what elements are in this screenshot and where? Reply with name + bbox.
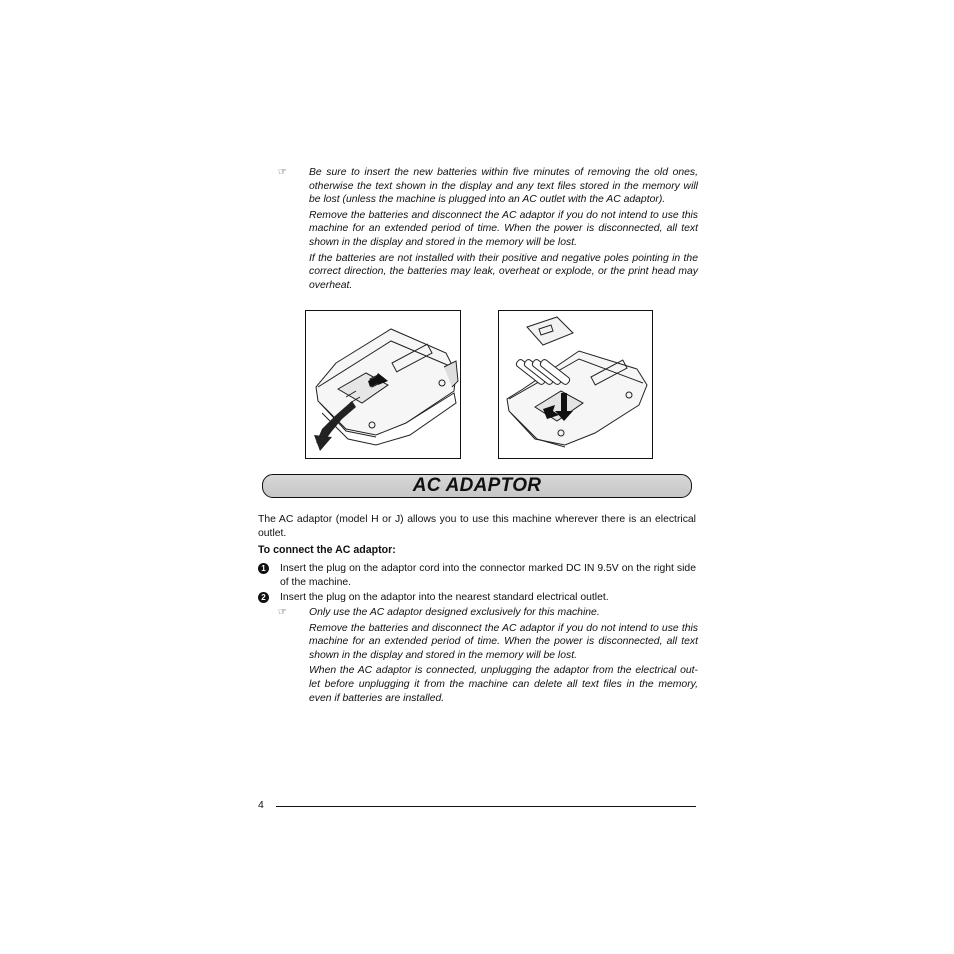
pointing-hand-icon: ☞ [278, 167, 287, 178]
note-text [309, 166, 698, 292]
step-number-badge: 1 [258, 563, 269, 574]
step-item [258, 562, 696, 589]
step-number-badge: 2 [258, 592, 269, 603]
pointing-hand-icon: ☞ [278, 607, 287, 618]
note-block-batteries [278, 166, 698, 294]
step-text: Insert the plug on the adaptor into the nearest standard electrical outlet. [280, 592, 609, 603]
section-header-bar [262, 474, 692, 498]
step-text: Insert the plug on the adaptor cord into the connector marked DC IN 9.5V on the right side of the machine. [280, 563, 696, 588]
page-number: 4 [258, 800, 264, 811]
note-paragraph: Be sure to insert the new batteries within five minutes of removing the old ones, otherwise the text shown in the display and any text files stored in the memory will be lost (unless the machine is plugged into an AC outlet with the AC adaptor). [309, 167, 698, 206]
figure-remove-battery-cover [305, 310, 461, 459]
figure-insert-batteries [498, 310, 653, 459]
note-paragraph: If the batteries are not installed with their positive and negative poles pointing in the correct direction, the batteries may leak, overheat or explode, or the print head may overheat. [309, 252, 698, 291]
section-title: AC ADAPTOR [412, 475, 542, 496]
illustration-battery-insertion [499, 311, 652, 458]
note-paragraph: When the AC adaptor is connected, unplugging the adaptor from the electrical out-let before unplugging it from the machine can delete all text files in the memory, even if batteries are installed. [309, 665, 698, 704]
note-text [309, 606, 698, 705]
subheading: To connect the AC adaptor: [258, 544, 396, 556]
note-paragraph: Remove the batteries and disconnect the AC adaptor if you do not intend to use this machine for an extended period of time. When the power is disconnected, all text shown in the display and stored in the memory will be lost. [309, 622, 698, 661]
step-item [258, 591, 696, 605]
note-paragraph: Only use the AC adaptor designed exclusively for this machine. [309, 607, 600, 618]
footer-rule [276, 806, 696, 807]
intro-paragraph: The AC adaptor (model H or J) allows you to use this machine wherever there is an electrical outlet. [258, 514, 696, 539]
illustration-machine-underside [306, 311, 460, 458]
note-paragraph: Remove the batteries and disconnect the AC adaptor if you do not intend to use this machine for an extended period of time. When the power is disconnected, all text shown in the display and stored in the memory will be lost. [309, 209, 698, 248]
note-block-ac-adaptor [278, 606, 698, 707]
